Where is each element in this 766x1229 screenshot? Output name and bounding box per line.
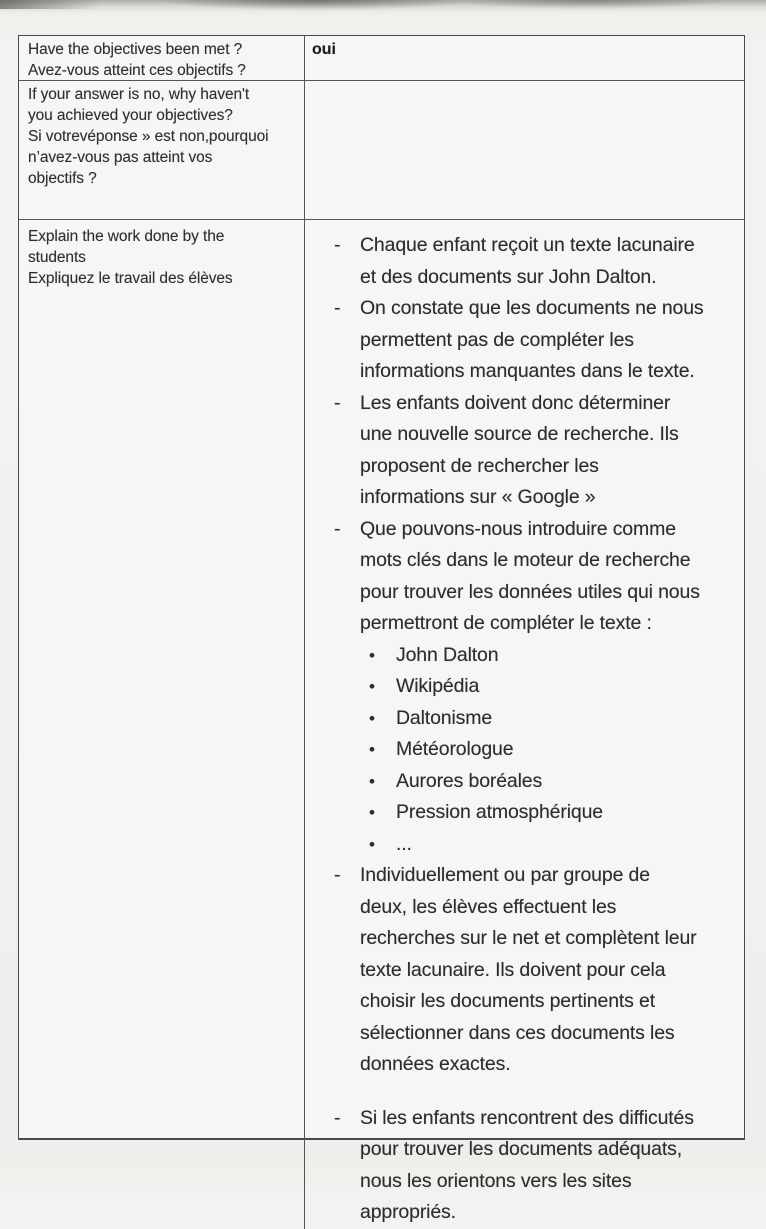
list-marker: • xyxy=(369,708,375,728)
label-line: Have the objectives been met ? xyxy=(28,41,243,58)
list-item-text xyxy=(360,293,740,388)
text-line: Daltonisme xyxy=(396,706,493,729)
list-marker: • xyxy=(369,771,375,791)
text-line: Pression atmosphérique xyxy=(396,801,603,823)
list-item xyxy=(305,671,740,703)
list-item-text xyxy=(360,514,740,640)
text-line: Si les enfants rencontrent des difficutés xyxy=(360,1106,694,1129)
list-item-text xyxy=(396,734,740,766)
list-item xyxy=(305,829,740,861)
text-line: appropriés. xyxy=(360,1201,456,1223)
label-line: Expliquez le travail des élèves xyxy=(28,270,233,287)
text-line: sélectionner dans ces documents les xyxy=(360,1021,675,1044)
label-line: Avez-vous atteint ces objectifs ? xyxy=(28,62,246,79)
scan-artifact-blob xyxy=(460,0,720,9)
list-item-text xyxy=(396,797,740,829)
text-line: données exactes. xyxy=(360,1053,511,1075)
text-line: permettront de compléter le texte : xyxy=(360,612,652,634)
explanation-list xyxy=(305,220,744,1229)
text-line: Chaque enfant reçoit un texte lacunaire xyxy=(360,234,695,256)
text-line: nous les orientons vers les sites xyxy=(360,1169,632,1192)
answer-objectives-met-cell xyxy=(305,36,744,81)
text-line: choisir les documents pertinents et xyxy=(360,990,655,1012)
answer-why-not-achieved-cell xyxy=(305,81,744,220)
text-line: pour trouver les documents adéquats, xyxy=(360,1138,682,1160)
scan-artifact-blob xyxy=(165,0,465,10)
list-item xyxy=(305,734,740,766)
list-item xyxy=(305,860,740,1081)
list-marker: - xyxy=(334,517,341,540)
list-item-text xyxy=(360,1103,740,1229)
text-line: informations manquantes dans le texte. xyxy=(360,360,695,382)
evaluation-form-table xyxy=(18,35,745,1223)
list-marker: - xyxy=(334,297,341,319)
label-line: objectifs ? xyxy=(28,170,97,187)
text-line: et des documents sur John Dalton. xyxy=(360,265,657,288)
scan-artifact-top-band xyxy=(0,0,766,13)
list-item xyxy=(305,766,740,798)
text-line: ... xyxy=(396,832,412,855)
text-line: Individuellement ou par groupe de xyxy=(360,864,650,886)
label-line: If your answer is no, why haven't xyxy=(28,86,250,103)
list-marker: • xyxy=(369,740,375,759)
label-line: you achieved your objectives? xyxy=(28,107,233,124)
text-line: deux, les élèves effectuent les xyxy=(360,895,617,918)
text-line: une nouvelle source de recherche. Ils xyxy=(360,423,679,445)
list-item xyxy=(305,1103,740,1229)
list-item xyxy=(305,797,740,829)
label-line: Explain the work done by the xyxy=(28,228,225,245)
list-item xyxy=(305,640,740,672)
label-line: n’avez-vous pas atteint vos xyxy=(28,149,213,166)
text-line: Météorologue xyxy=(396,738,514,760)
text-line: recherches sur le net et complètent leur xyxy=(360,927,697,949)
question-why-not-achieved xyxy=(19,81,305,220)
list-item xyxy=(305,703,740,735)
text-line: John Dalton xyxy=(396,643,499,666)
text-line: Wikipédia xyxy=(396,675,480,697)
text-line: On constate que les documents ne nous xyxy=(360,297,704,319)
list-item-text xyxy=(396,703,740,735)
list-item xyxy=(305,388,740,514)
scan-artifact-corner-smudge xyxy=(0,0,100,9)
list-marker: - xyxy=(334,864,341,886)
list-item-text xyxy=(360,388,740,514)
list-marker: • xyxy=(369,645,375,665)
text-line: permettent pas de compléter les xyxy=(360,328,634,351)
list-marker: • xyxy=(369,834,375,854)
list-item-text xyxy=(360,860,740,1081)
list-item-text xyxy=(396,640,740,672)
list-item-text xyxy=(396,671,740,703)
list-item xyxy=(305,293,740,388)
list-item xyxy=(305,230,740,293)
list-item-text xyxy=(396,766,740,798)
label-line: students xyxy=(28,249,86,266)
answer-objectives-met: oui xyxy=(312,41,336,58)
list-marker: • xyxy=(369,677,375,696)
text-line: Aurores boréales xyxy=(396,769,543,792)
text-line: mots clés dans le moteur de recherche xyxy=(360,549,691,571)
text-line: Que pouvons-nous introduire comme xyxy=(360,517,676,540)
list-marker: • xyxy=(369,803,375,822)
text-line: pour trouver les données utiles qui nous xyxy=(360,580,700,603)
list-marker: - xyxy=(334,1106,341,1129)
text-line: Les enfants doivent donc déterminer xyxy=(360,391,671,414)
list-marker: - xyxy=(334,234,341,256)
list-marker: - xyxy=(334,391,341,414)
label-line: Si votrevéponse » est non,pourquoi xyxy=(28,128,269,145)
question-explain-work xyxy=(19,220,305,1229)
list-item-text xyxy=(396,829,740,861)
list-item-text xyxy=(360,230,740,293)
question-objectives-met xyxy=(19,36,305,81)
text-line: texte lacunaire. Ils doivent pour cela xyxy=(360,958,666,981)
list-item xyxy=(305,514,740,640)
text-line: informations sur « Google » xyxy=(360,486,596,508)
text-line: proposent de rechercher les xyxy=(360,454,599,477)
